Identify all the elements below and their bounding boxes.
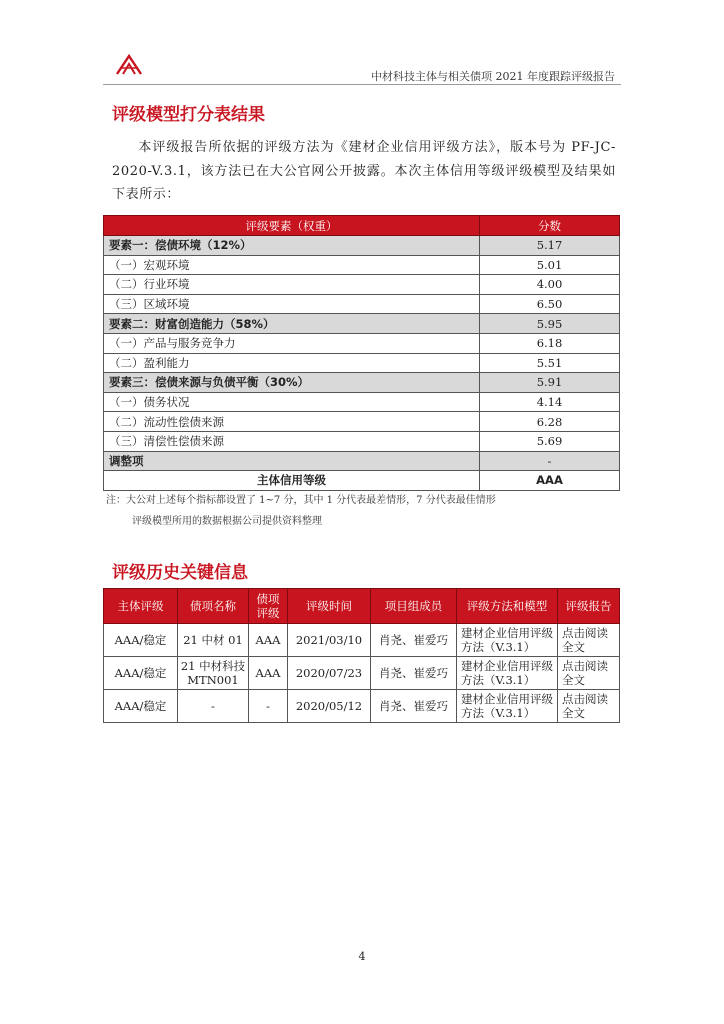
total-label: 主体信用等级 [104, 471, 480, 491]
header-issuer-rating: 主体评级 [104, 589, 178, 624]
table-row [104, 431, 620, 451]
header-report: 评级报告 [558, 589, 620, 624]
issuer-rating: AAA/稳定 [104, 624, 178, 657]
rating-date: 2020/05/12 [288, 690, 371, 723]
report-link[interactable]: 点击阅读全文 [558, 690, 620, 723]
data-source-note: 评级模型所用的数据根据公司提供资料整理 [132, 516, 322, 527]
bond-name: 21 中材 01 [178, 624, 249, 657]
factor-label: （一）宏观环境 [104, 255, 480, 275]
factor-label: （三）区域环境 [104, 294, 480, 314]
team-members: 肖尧、崔爱巧 [371, 624, 457, 657]
header-rating-date: 评级时间 [288, 589, 371, 624]
factor-score: 6.18 [480, 333, 620, 353]
table-row [104, 657, 620, 690]
factor-label: 要素三：偿债来源与负债平衡（30%） [104, 373, 480, 393]
factor-label: （一）产品与服务竞争力 [104, 333, 480, 353]
table-note: 注：大公对上述每个指标都设置了 1~7 分，其中 1 分代表最差情形，7 分代表最佳情形 [106, 495, 496, 506]
issuer-rating: AAA/稳定 [104, 657, 178, 690]
rating-method: 建材企业信用评级方法（V.3.1） [457, 690, 558, 723]
factor-score: 5.95 [480, 314, 620, 334]
factor-label: （二）行业环境 [104, 275, 480, 295]
header-team: 项目组成员 [371, 589, 457, 624]
history-table-header [104, 589, 620, 624]
header-method: 评级方法和模型 [457, 589, 558, 624]
factor-score: 5.69 [480, 431, 620, 451]
header-divider [103, 84, 621, 85]
factor-label: 要素一：偿债环境（12%） [104, 236, 480, 256]
company-logo-icon [116, 54, 142, 76]
total-score: AAA [480, 471, 620, 491]
rating-method: 建材企业信用评级方法（V.3.1） [457, 657, 558, 690]
factor-score: 4.00 [480, 275, 620, 295]
table-row [104, 294, 620, 314]
factor-score: 5.91 [480, 373, 620, 393]
issuer-rating: AAA/稳定 [104, 690, 178, 723]
table-row [104, 275, 620, 295]
section-title-model-results: 评级模型打分表结果 [112, 105, 265, 125]
factor-score: 6.28 [480, 412, 620, 432]
factor-label: （一）债务状况 [104, 392, 480, 412]
score-table-header [104, 216, 620, 236]
total-row [104, 471, 620, 491]
page-number: 4 [358, 950, 366, 963]
table-row [104, 314, 620, 334]
table-row [104, 373, 620, 393]
intro-paragraph [112, 136, 616, 207]
factor-score: 6.50 [480, 294, 620, 314]
table-row [104, 392, 620, 412]
bond-name: - [178, 690, 249, 723]
rating-date: 2021/03/10 [288, 624, 371, 657]
header-score: 分数 [480, 216, 620, 236]
bond-rating: AAA [249, 624, 288, 657]
table-row [104, 353, 620, 373]
table-row [104, 333, 620, 353]
factor-label: 调整项 [104, 451, 480, 471]
header-bond-name: 债项名称 [178, 589, 249, 624]
factor-score: - [480, 451, 620, 471]
factor-score: 5.17 [480, 236, 620, 256]
factor-score: 5.01 [480, 255, 620, 275]
factor-label: （三）清偿性偿债来源 [104, 431, 480, 451]
header-bond-rating: 债项评级 [249, 589, 288, 624]
section-title-rating-history: 评级历史关键信息 [112, 563, 248, 583]
bond-rating: - [249, 690, 288, 723]
report-link[interactable]: 点击阅读全文 [558, 657, 620, 690]
team-members: 肖尧、崔爱巧 [371, 690, 457, 723]
factor-score: 4.14 [480, 392, 620, 412]
intro-paragraph-text: 本评级报告所依据的评级方法为《建材企业信用评级方法》，版本号为 PF-JC-2020-V.3.1，该方法已在大公官网公开披露。本次主体信用等级评级模型及结果如下表所示： [112, 140, 616, 202]
report-link[interactable]: 点击阅读全文 [558, 624, 620, 657]
table-row [104, 412, 620, 432]
factor-label: 要素二：财富创造能力（58%） [104, 314, 480, 334]
bond-rating: AAA [249, 657, 288, 690]
rating-method: 建材企业信用评级方法（V.3.1） [457, 624, 558, 657]
table-row [104, 690, 620, 723]
table-row [104, 255, 620, 275]
table-row [104, 624, 620, 657]
factor-label: （二）流动性偿债来源 [104, 412, 480, 432]
bond-name: 21 中材科技 MTN001 [178, 657, 249, 690]
table-row [104, 236, 620, 256]
score-table [103, 215, 620, 491]
header-factor: 评级要素（权重） [104, 216, 480, 236]
factor-score: 5.51 [480, 353, 620, 373]
factor-label: （二）盈利能力 [104, 353, 480, 373]
rating-history-table [103, 588, 620, 723]
rating-date: 2020/07/23 [288, 657, 371, 690]
table-row [104, 451, 620, 471]
report-header-title: 中材科技主体与相关债项 2021 年度跟踪评级报告 [371, 70, 615, 83]
team-members: 肖尧、崔爱巧 [371, 657, 457, 690]
